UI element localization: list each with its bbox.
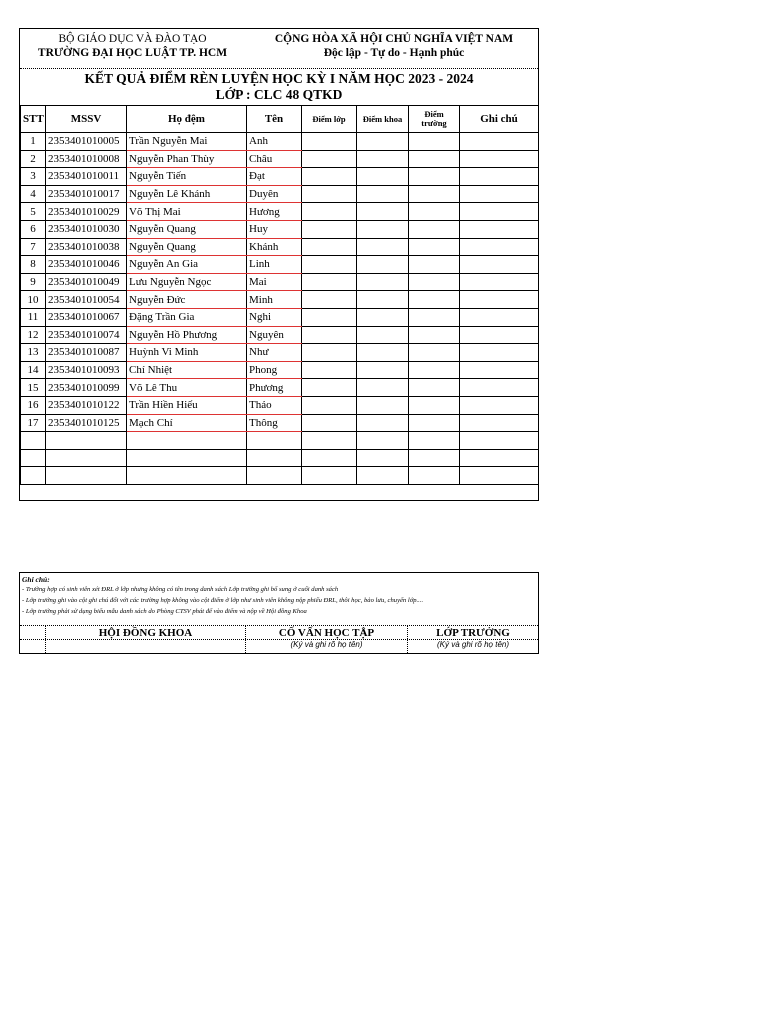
cell-diem-lop[interactable]: [302, 291, 357, 309]
cell-diem-khoa[interactable]: [357, 220, 409, 238]
empty-cell[interactable]: [460, 449, 539, 467]
table-row: [21, 150, 539, 168]
cell-diem-khoa[interactable]: [357, 379, 409, 397]
cell-mssv: 2353401010005: [46, 133, 127, 151]
cell-ten: Minh: [247, 291, 302, 309]
cell-ho-dem: Nguyễn Tiến: [127, 168, 247, 186]
cell-ghi-chu[interactable]: [460, 203, 539, 221]
note-line: - Trường hợp có sinh viên xét ĐRL ở lớp nhưng không có tên trong danh sách Lớp trưởng ghi bổ sung ở cuối danh sách: [22, 586, 339, 593]
cell-mssv: 2353401010087: [46, 344, 127, 362]
cell-ghi-chu[interactable]: [460, 344, 539, 362]
cell-diem-truong[interactable]: [409, 220, 460, 238]
cell-stt: 11: [21, 308, 46, 326]
cell-diem-khoa[interactable]: [357, 238, 409, 256]
empty-cell[interactable]: [460, 467, 539, 485]
cell-ho-dem: Huỳnh Vi Minh: [127, 344, 247, 362]
motto: Độc lập - Tự do - Hạnh phúc: [323, 47, 465, 59]
cell-ho-dem: Nguyễn Đức: [127, 291, 247, 309]
cell-ghi-chu[interactable]: [460, 396, 539, 414]
cell-mssv: 2353401010011: [46, 168, 127, 186]
signature-divider: [20, 639, 538, 640]
empty-cell[interactable]: [127, 449, 247, 467]
empty-cell[interactable]: [21, 449, 46, 467]
cell-mssv: 2353401010049: [46, 273, 127, 291]
cell-diem-lop[interactable]: [302, 414, 357, 432]
col-stt: STT: [21, 106, 46, 133]
cell-mssv: 2353401010074: [46, 326, 127, 344]
empty-cell[interactable]: [409, 449, 460, 467]
cell-mssv: 2353401010008: [46, 150, 127, 168]
cell-ghi-chu[interactable]: [460, 150, 539, 168]
col-ho-dem: Họ đệm: [127, 106, 247, 133]
cell-stt: 16: [21, 396, 46, 414]
cell-diem-lop[interactable]: [302, 185, 357, 203]
cell-diem-khoa[interactable]: [357, 291, 409, 309]
empty-cell[interactable]: [21, 432, 46, 450]
cell-ten: Huy: [247, 220, 302, 238]
cell-stt: 8: [21, 256, 46, 274]
cell-mssv: 2353401010030: [46, 220, 127, 238]
table-row-empty: [21, 432, 539, 450]
cell-diem-truong[interactable]: [409, 256, 460, 274]
empty-cell[interactable]: [357, 432, 409, 450]
cell-mssv: 2353401010038: [46, 238, 127, 256]
empty-cell[interactable]: [357, 467, 409, 485]
cell-stt: 17: [21, 414, 46, 432]
col-diem-truong: Điểm trường: [409, 106, 460, 133]
cell-ten: Phương: [247, 379, 302, 397]
cell-stt: 5: [21, 203, 46, 221]
table-row: [21, 361, 539, 379]
empty-cell[interactable]: [127, 432, 247, 450]
cell-stt: 3: [21, 168, 46, 186]
table-row: [21, 168, 539, 186]
cell-ten: Như: [247, 344, 302, 362]
table-row: [21, 273, 539, 291]
cell-diem-khoa[interactable]: [357, 150, 409, 168]
cell-diem-khoa[interactable]: [357, 396, 409, 414]
cell-ghi-chu[interactable]: [460, 273, 539, 291]
cell-ghi-chu[interactable]: [460, 291, 539, 309]
table-row: [21, 396, 539, 414]
cell-diem-lop[interactable]: [302, 133, 357, 151]
cell-diem-truong[interactable]: [409, 150, 460, 168]
empty-cell[interactable]: [302, 449, 357, 467]
cell-ho-dem: Võ Thị Mai: [127, 203, 247, 221]
cell-diem-lop[interactable]: [302, 256, 357, 274]
cell-ghi-chu[interactable]: [460, 308, 539, 326]
cell-stt: 7: [21, 238, 46, 256]
cell-diem-truong[interactable]: [409, 326, 460, 344]
cell-ghi-chu[interactable]: [460, 414, 539, 432]
republic-header: [250, 29, 538, 70]
score-table: [20, 105, 539, 485]
cell-diem-truong[interactable]: [409, 361, 460, 379]
signature-row: [20, 626, 538, 654]
table-row: [21, 256, 539, 274]
cell-diem-khoa[interactable]: [357, 203, 409, 221]
cell-diem-lop[interactable]: [302, 220, 357, 238]
cell-mssv: 2353401010054: [46, 291, 127, 309]
empty-cell[interactable]: [460, 432, 539, 450]
cell-stt: 6: [21, 220, 46, 238]
cell-ten: Khánh: [247, 238, 302, 256]
cell-ten: Linh: [247, 256, 302, 274]
table-row-empty: [21, 449, 539, 467]
cell-ten: Thông: [247, 414, 302, 432]
table-row: [21, 414, 539, 432]
table-row: [21, 326, 539, 344]
table-row: [21, 291, 539, 309]
empty-cell[interactable]: [357, 449, 409, 467]
cell-diem-khoa[interactable]: [357, 168, 409, 186]
cell-ten: Nghi: [247, 308, 302, 326]
cell-mssv: 2353401010122: [46, 396, 127, 414]
cell-diem-lop[interactable]: [302, 396, 357, 414]
cell-diem-khoa[interactable]: [357, 344, 409, 362]
cell-diem-khoa[interactable]: [357, 273, 409, 291]
cell-diem-khoa[interactable]: [357, 185, 409, 203]
cell-diem-lop[interactable]: [302, 326, 357, 344]
cell-ho-dem: Nguyễn An Gia: [127, 256, 247, 274]
cell-stt: 13: [21, 344, 46, 362]
cell-mssv: 2353401010099: [46, 379, 127, 397]
cell-ho-dem: Chí Nhiệt: [127, 361, 247, 379]
table-row: [21, 203, 539, 221]
empty-cell[interactable]: [302, 467, 357, 485]
page-title: [20, 71, 538, 103]
cell-ho-dem: Lưu Nguyễn Ngọc: [127, 273, 247, 291]
cell-ghi-chu[interactable]: [460, 238, 539, 256]
cell-diem-lop[interactable]: [302, 150, 357, 168]
table-header-row: [21, 106, 539, 133]
notes-box: [19, 572, 539, 654]
empty-cell[interactable]: [409, 467, 460, 485]
cell-diem-lop[interactable]: [302, 203, 357, 221]
cell-ghi-chu[interactable]: [460, 220, 539, 238]
cell-ghi-chu[interactable]: [460, 133, 539, 151]
empty-cell[interactable]: [409, 432, 460, 450]
table-row-empty: [21, 467, 539, 485]
cell-diem-khoa[interactable]: [357, 308, 409, 326]
col-ten: Tên: [247, 106, 302, 133]
cell-ghi-chu[interactable]: [460, 361, 539, 379]
empty-cell[interactable]: [247, 432, 302, 450]
advisor-label: CỐ VẤN HỌC TẬP: [278, 627, 375, 639]
cell-ten: Thảo: [247, 396, 302, 414]
cell-diem-truong[interactable]: [409, 308, 460, 326]
cell-ten: Đạt: [247, 168, 302, 186]
cell-diem-lop[interactable]: [302, 273, 357, 291]
note-line: - Lớp trưởng ghi vào cột ghi chú đối với các trường hợp không vào cột điểm ở lớp như sinh viên không nộp phiếu ĐRL, thôi học, bảo lưu, chuyển lớp....: [22, 597, 424, 604]
cell-diem-lop[interactable]: [302, 308, 357, 326]
title-line-2: LỚP : CLC 48 QTKD: [215, 87, 343, 102]
cell-diem-truong[interactable]: [409, 133, 460, 151]
cell-stt: 1: [21, 133, 46, 151]
cell-diem-truong[interactable]: [409, 238, 460, 256]
cell-diem-truong[interactable]: [409, 291, 460, 309]
ministry-header: [20, 29, 245, 70]
note-line: - Lớp trưởng phải sử dụng biểu mẫu danh sách do Phòng CTSV phát để vào điểm và nộp về Hội đồng Khoa: [22, 608, 307, 615]
council-label: HỘI ĐỒNG KHOA: [98, 627, 193, 639]
monitor-sign-note: (Ký và ghi rõ họ tên): [436, 640, 510, 649]
cell-stt: 15: [21, 379, 46, 397]
cell-ho-dem: Nguyễn Lê Khánh: [127, 185, 247, 203]
cell-mssv: 2353401010067: [46, 308, 127, 326]
header-divider: [20, 68, 538, 69]
cell-ho-dem: Nguyễn Quang: [127, 220, 247, 238]
cell-diem-truong[interactable]: [409, 414, 460, 432]
cell-ghi-chu[interactable]: [460, 256, 539, 274]
cell-diem-khoa[interactable]: [357, 361, 409, 379]
cell-stt: 10: [21, 291, 46, 309]
col-diem-khoa: Điểm khoa: [357, 106, 409, 133]
results-sheet: [19, 28, 539, 501]
cell-diem-khoa[interactable]: [357, 326, 409, 344]
cell-diem-truong[interactable]: [409, 203, 460, 221]
cell-ghi-chu[interactable]: [460, 326, 539, 344]
notes-title: Ghi chú:: [22, 575, 50, 584]
cell-ho-dem: Trần Nguyễn Mai: [127, 133, 247, 151]
empty-cell[interactable]: [247, 467, 302, 485]
cell-diem-khoa[interactable]: [357, 256, 409, 274]
cell-mssv: 2353401010029: [46, 203, 127, 221]
cell-ten: Nguyên: [247, 326, 302, 344]
table-row: [21, 308, 539, 326]
cell-diem-truong[interactable]: [409, 344, 460, 362]
cell-diem-truong[interactable]: [409, 273, 460, 291]
cell-diem-lop[interactable]: [302, 168, 357, 186]
cell-mssv: 2353401010017: [46, 185, 127, 203]
cell-stt: 2: [21, 150, 46, 168]
cell-ten: Mai: [247, 273, 302, 291]
cell-ho-dem: Nguyễn Hồ Phương: [127, 326, 247, 344]
col-mssv: MSSV: [46, 106, 127, 133]
cell-diem-lop[interactable]: [302, 379, 357, 397]
table-row: [21, 133, 539, 151]
cell-ten: Phong: [247, 361, 302, 379]
monitor-label: LỚP TRƯỞNG: [436, 627, 510, 639]
empty-cell[interactable]: [247, 449, 302, 467]
cell-ho-dem: Nguyễn Quang: [127, 238, 247, 256]
cell-diem-lop[interactable]: [302, 344, 357, 362]
empty-cell[interactable]: [46, 467, 127, 485]
cell-ho-dem: Võ Lê Thu: [127, 379, 247, 397]
empty-cell[interactable]: [46, 449, 127, 467]
cell-diem-truong[interactable]: [409, 379, 460, 397]
cell-diem-truong[interactable]: [409, 185, 460, 203]
cell-diem-truong[interactable]: [409, 168, 460, 186]
cell-mssv: 2353401010125: [46, 414, 127, 432]
cell-ghi-chu[interactable]: [460, 379, 539, 397]
cell-diem-lop[interactable]: [302, 238, 357, 256]
cell-ghi-chu[interactable]: [460, 168, 539, 186]
cell-ho-dem: Mạch Chí: [127, 414, 247, 432]
ministry-name: BỘ GIÁO DỤC VÀ ĐÀO TẠO: [58, 33, 207, 45]
cell-ho-dem: Đặng Trần Gia: [127, 308, 247, 326]
cell-ghi-chu[interactable]: [460, 185, 539, 203]
cell-ho-dem: Trần Hiền Hiếu: [127, 396, 247, 414]
cell-stt: 9: [21, 273, 46, 291]
cell-stt: 14: [21, 361, 46, 379]
title-line-1: KẾT QUẢ ĐIỂM RÈN LUYỆN HỌC KỲ I NĂM HỌC 2023 - 2024: [84, 71, 474, 86]
republic-name: CỘNG HÒA XÃ HỘI CHỦ NGHĨA VIỆT NAM: [274, 33, 514, 45]
school-name: TRƯỜNG ĐẠI HỌC LUẬT TP. HCM: [37, 47, 228, 59]
table-row: [21, 238, 539, 256]
cell-ten: Anh: [247, 133, 302, 151]
col-ghi-chu: Ghi chú: [460, 106, 539, 133]
table-row: [21, 344, 539, 362]
cell-diem-lop[interactable]: [302, 361, 357, 379]
cell-stt: 4: [21, 185, 46, 203]
cell-ten: Duyên: [247, 185, 302, 203]
table-row: [21, 185, 539, 203]
cell-ho-dem: Nguyễn Phan Thùy: [127, 150, 247, 168]
cell-stt: 12: [21, 326, 46, 344]
cell-mssv: 2353401010093: [46, 361, 127, 379]
table-row: [21, 379, 539, 397]
col-diem-lop: Điểm lớp: [302, 106, 357, 133]
cell-diem-khoa[interactable]: [357, 414, 409, 432]
cell-diem-truong[interactable]: [409, 396, 460, 414]
cell-mssv: 2353401010046: [46, 256, 127, 274]
empty-cell[interactable]: [46, 432, 127, 450]
advisor-sign-note: (Ký và ghi rõ họ tên): [290, 640, 363, 649]
empty-cell[interactable]: [302, 432, 357, 450]
cell-diem-khoa[interactable]: [357, 133, 409, 151]
empty-cell[interactable]: [21, 467, 46, 485]
cell-ten: Châu: [247, 150, 302, 168]
empty-cell[interactable]: [127, 467, 247, 485]
cell-ten: Hương: [247, 203, 302, 221]
table-row: [21, 220, 539, 238]
